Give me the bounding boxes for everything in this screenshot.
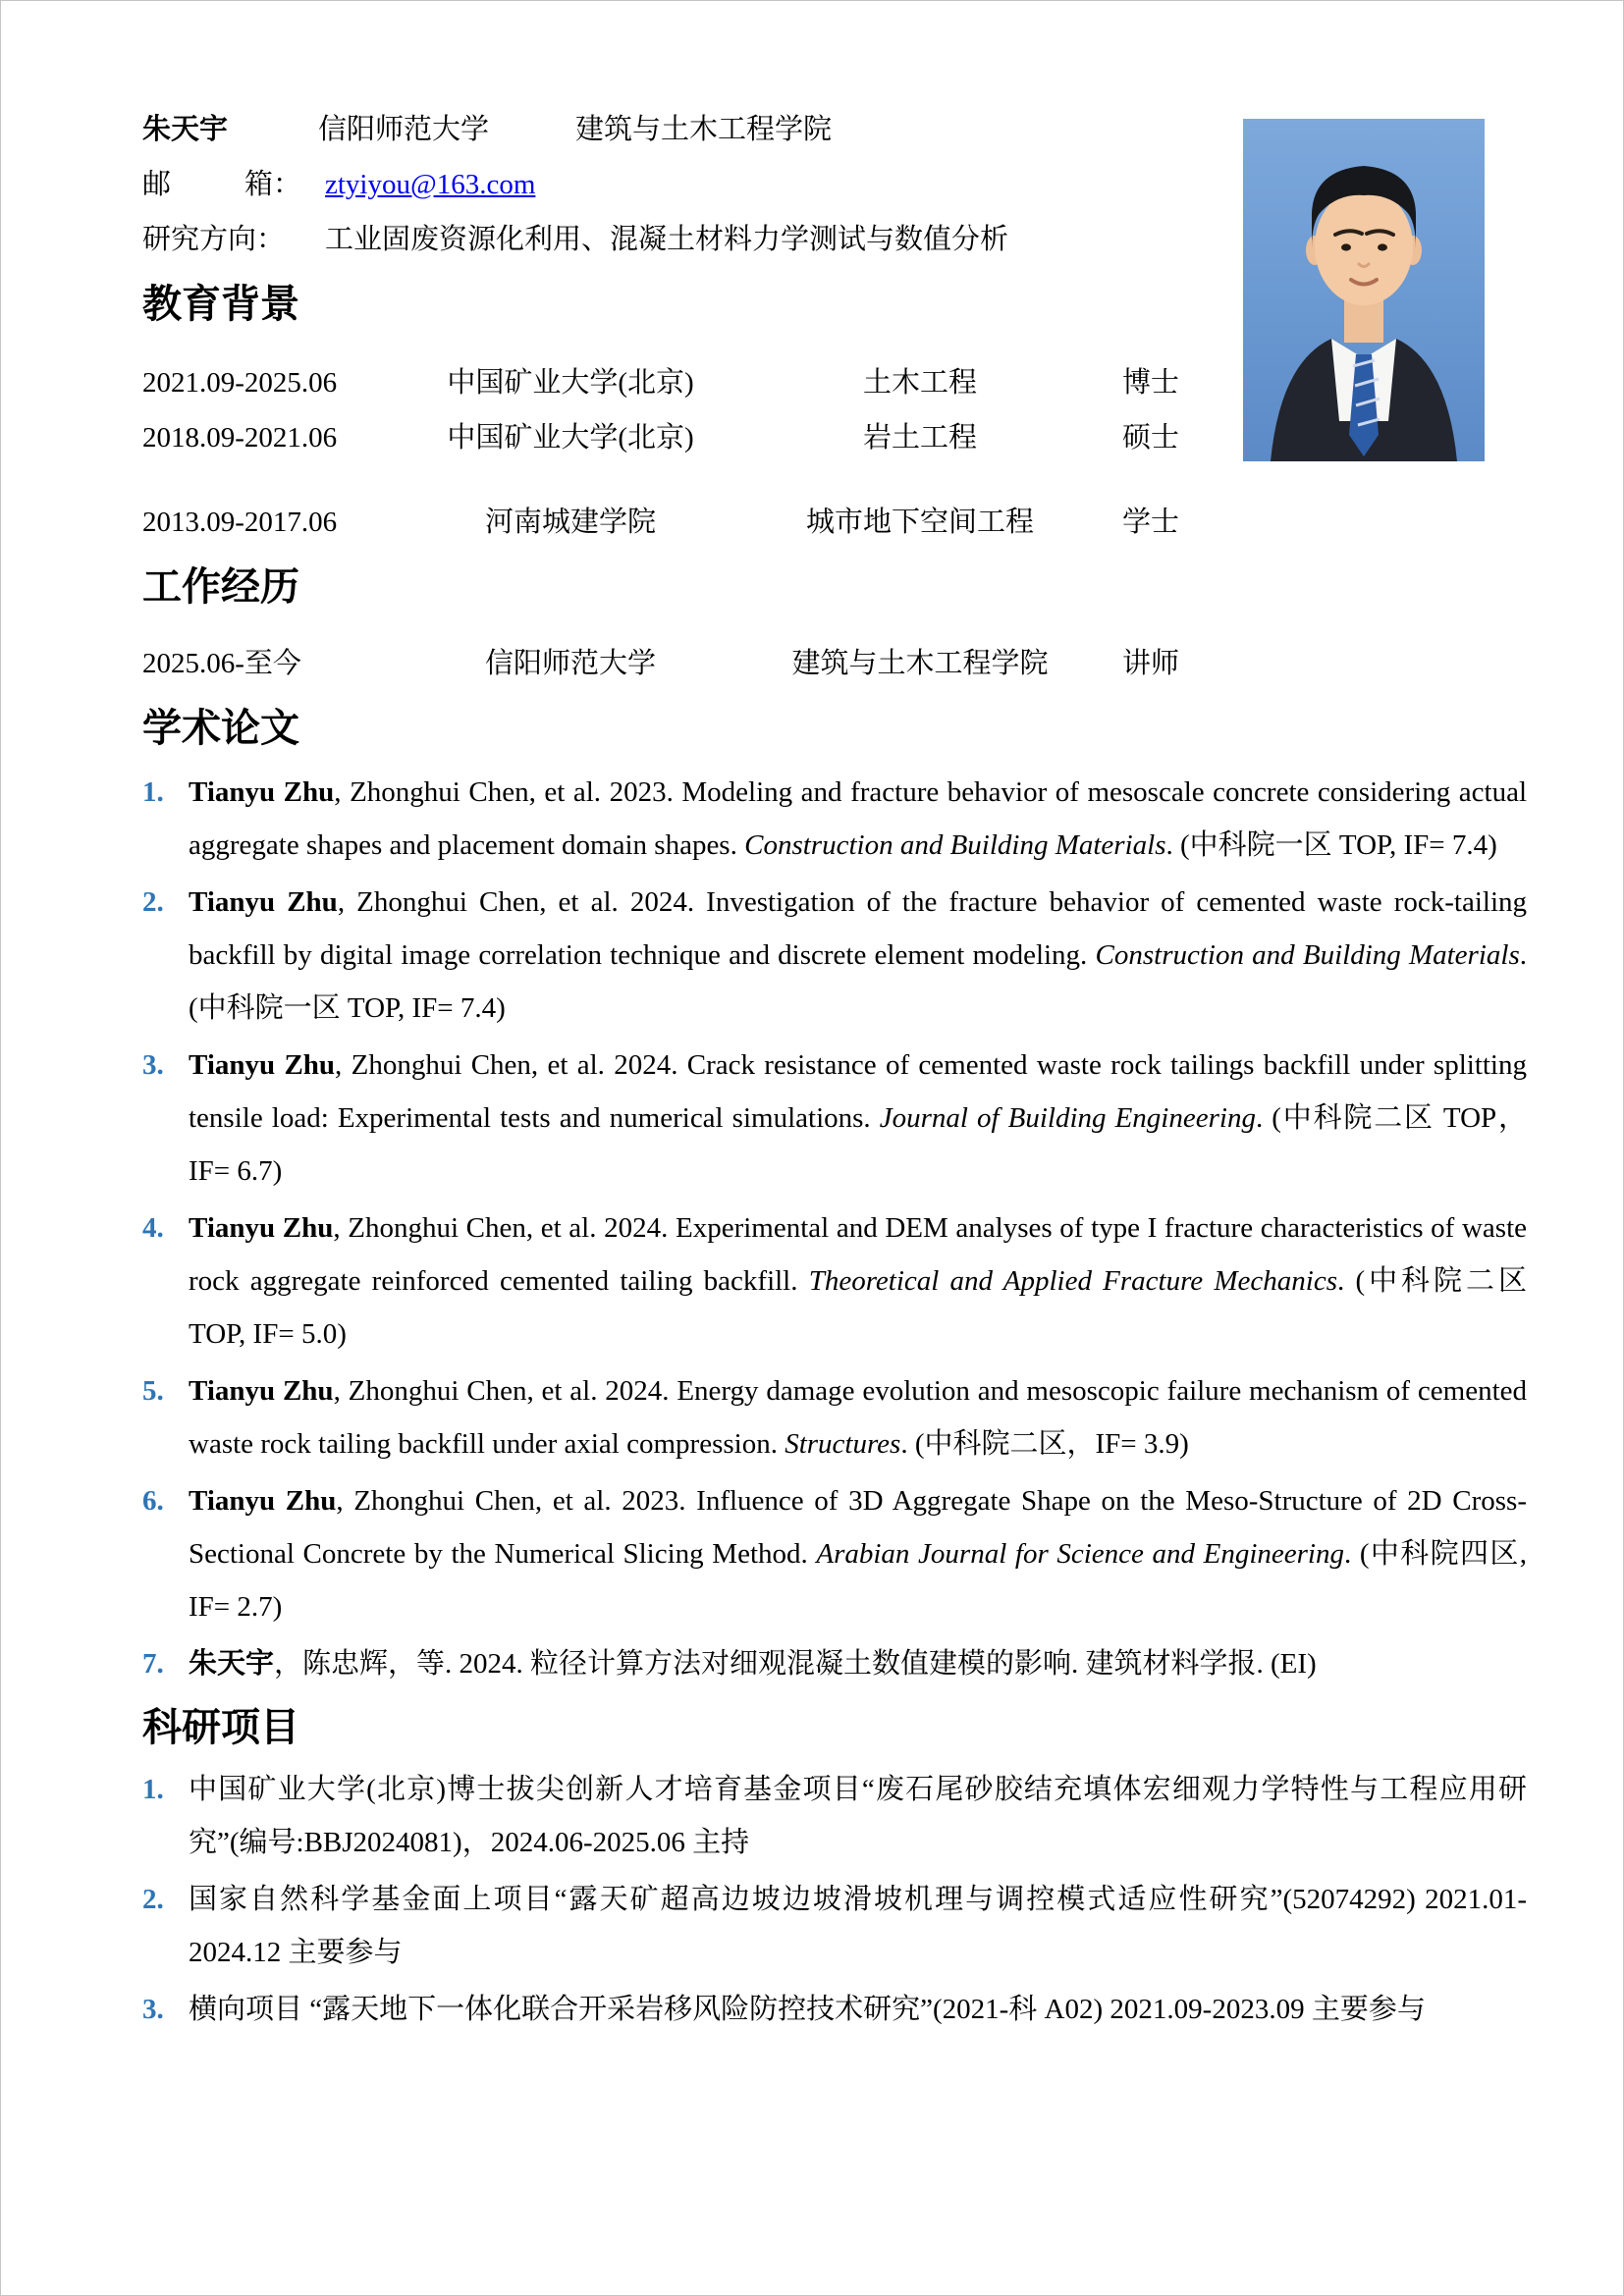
work-position: 讲师 — [1121, 648, 1179, 679]
work-table — [142, 636, 1215, 691]
paper-item — [142, 876, 1527, 1035]
project-description: 横向项目 “露天地下一体化联合开采岩移风险防控技术研究”(2021-科 A02) 2021.09-2023.09 主要参与 — [189, 1994, 1426, 2025]
paper-number: 1. — [142, 776, 164, 808]
paper-number: 5. — [142, 1375, 164, 1407]
papers-list — [142, 766, 1527, 1690]
person-name: 朱天宇 — [142, 114, 229, 145]
portrait-photo — [1243, 119, 1485, 461]
paper-citation: Tianyu Zhu, Zhonghui Chen, et al. 2024. Crack resistance of cemented waste rock tailings backfill under splitting tensile load: Experimental tests and numerical simulations. Journal of Building Engineering. (中科院二区 TOP，IF= 6.7) — [189, 1049, 1528, 1187]
education-degree: 学士 — [1121, 507, 1179, 538]
project-item — [142, 1873, 1527, 1979]
person-college: 建筑与土木工程学院 — [575, 114, 833, 145]
education-table — [142, 355, 1215, 550]
education-major: 岩土工程 — [862, 422, 977, 454]
education-row — [142, 410, 1215, 465]
education-period: 2018.09-2021.06 — [142, 422, 338, 454]
work-row — [142, 636, 1215, 691]
work-employer: 信阳师范大学 — [484, 648, 656, 679]
education-school: 中国矿业大学(北京) — [447, 367, 694, 399]
education-row — [142, 355, 1215, 410]
paper-citation: Tianyu Zhu, Zhonghui Chen, et al. 2024. Investigation of the fracture behavior of cemented waste rock-tailing backfill by digital image correlation technique and discrete element modeling. Construction and Building Materials. (中科院一区 TOP, IF= 7.4) — [189, 886, 1527, 1024]
project-number: 3. — [142, 1994, 164, 2025]
paper-citation: Tianyu Zhu, Zhonghui Chen, et al. 2024. Energy damage evolution and mesoscopic failure mechanism of cemented waste rock tailing backfill under axial compression. Structures. (中科院二区，IF= 3.9) — [189, 1375, 1528, 1460]
education-degree: 硕士 — [1121, 422, 1179, 454]
project-item — [142, 1763, 1527, 1869]
education-school: 中国矿业大学(北京) — [447, 422, 694, 454]
portrait-photo-image — [1243, 119, 1485, 461]
section-title-education: 教育背景 — [142, 283, 299, 326]
project-item — [142, 1983, 1527, 2036]
paper-number: 7. — [142, 1648, 164, 1680]
paper-number: 2. — [142, 886, 164, 918]
education-period: 2013.09-2017.06 — [142, 507, 338, 538]
section-title-work: 工作经历 — [142, 565, 299, 609]
work-period: 2025.06-至今 — [142, 648, 301, 679]
project-number: 1. — [142, 1774, 164, 1805]
research-direction-label: 研究方向： — [142, 224, 286, 255]
paper-item — [142, 1637, 1527, 1690]
email-label: 邮 箱： — [142, 169, 301, 200]
paper-item — [142, 1474, 1527, 1633]
section-title-papers: 学术论文 — [142, 707, 299, 750]
projects-list — [142, 1763, 1527, 2036]
paper-number: 3. — [142, 1049, 164, 1081]
paper-citation: Tianyu Zhu, Zhonghui Chen, et al. 2023. Modeling and fracture behavior of mesoscale concrete considering actual aggregate shapes and placement domain shapes. Construction and Building Materials. (中科院一区 TOP, IF= 7.4) — [189, 776, 1527, 861]
education-row — [142, 495, 1215, 550]
section-title-projects: 科研项目 — [142, 1706, 299, 1749]
person-university: 信阳师范大学 — [318, 114, 490, 145]
paper-item — [142, 1201, 1527, 1361]
work-department: 建筑与土木工程学院 — [791, 648, 1049, 679]
paper-item — [142, 766, 1527, 872]
paper-citation: Tianyu Zhu, Zhonghui Chen, et al. 2023. Influence of 3D Aggregate Shape on the Meso-Structure of 2D Cross-Sectional Concrete by the Numerical Slicing Method. Arabian Journal for Science and Engineering. (中科院四区, IF= 2.7) — [189, 1485, 1527, 1623]
email-link[interactable]: ztyiyou@163.com — [325, 169, 536, 200]
education-major: 土木工程 — [862, 367, 977, 399]
education-degree: 博士 — [1121, 367, 1179, 399]
project-description: 国家自然科学基金面上项目“露天矿超高边坡边坡滑坡机理与调控模式适应性研究”(52074292) 2021.01-2024.12 主要参与 — [189, 1884, 1527, 1968]
paper-citation: 朱天宇，陈忠辉，等. 2024. 粒径计算方法对细观混凝土数值建模的影响. 建筑材料学报. (EI) — [189, 1648, 1317, 1680]
paper-citation: Tianyu Zhu, Zhonghui Chen, et al. 2024. Experimental and DEM analyses of type I fracture characteristics of waste rock aggregate reinforced cemented tailing backfill. Theoretical and Applied Fracture Mechanics. (中科院二区 TOP, IF= 5.0) — [189, 1212, 1527, 1350]
paper-item — [142, 1364, 1527, 1470]
education-period: 2021.09-2025.06 — [142, 367, 338, 399]
education-school: 河南城建学院 — [484, 507, 656, 538]
education-major: 城市地下空间工程 — [805, 507, 1034, 538]
project-description: 中国矿业大学(北京)博士拔尖创新人才培育基金项目“废石尾砂胶结充填体宏细观力学特性与工程应用研究”(编号:BBJ2024081)，2024.06-2025.06 主持 — [189, 1774, 1527, 1858]
paper-number: 6. — [142, 1485, 164, 1517]
paper-item — [142, 1039, 1527, 1198]
project-number: 2. — [142, 1884, 164, 1915]
research-direction-value: 工业固废资源化利用、混凝土材料力学测试与数值分析 — [325, 224, 1009, 255]
paper-number: 4. — [142, 1212, 164, 1244]
